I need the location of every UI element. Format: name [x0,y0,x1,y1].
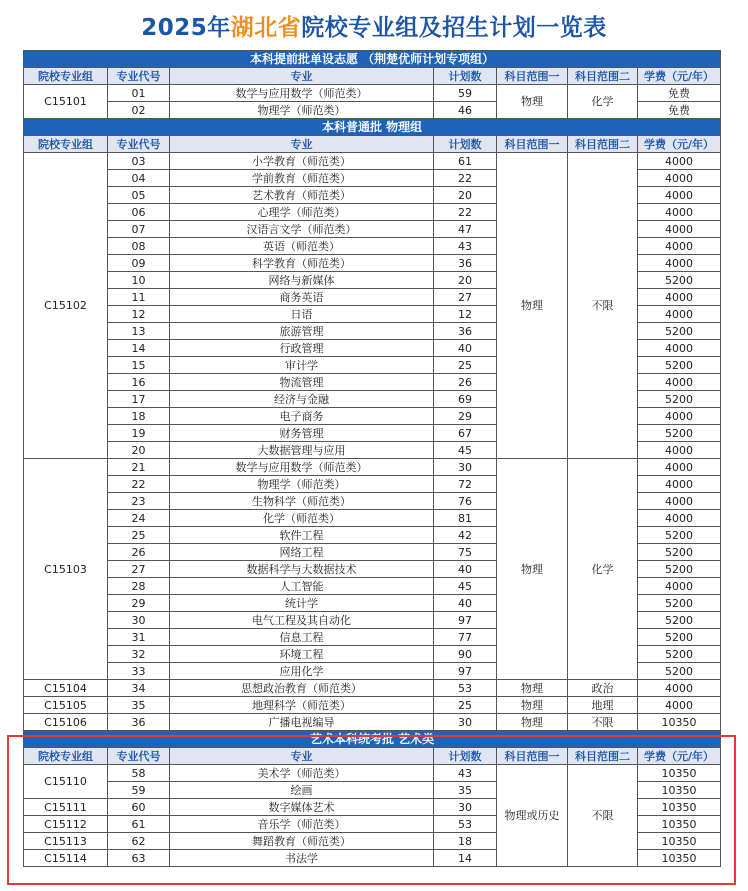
major-code-cell: 12 [108,306,170,323]
tuition-fee-cell: 5200 [638,595,721,612]
group-code-cell: C15101 [24,85,108,119]
plan-count-cell: 12 [434,306,497,323]
tuition-fee-cell: 10350 [638,799,721,816]
major-code-cell: 29 [108,595,170,612]
tuition-fee-cell: 10350 [638,782,721,799]
major-name-cell: 数字媒体艺术 [170,799,434,816]
section-title: 本科普通批 物理组 [24,119,721,136]
plan-count-cell: 18 [434,833,497,850]
major-code-cell: 09 [108,255,170,272]
major-name-cell: 心理学（师范类） [170,204,434,221]
tuition-fee-cell: 4000 [638,459,721,476]
tuition-fee-cell: 5200 [638,663,721,680]
major-name-cell: 物理学（师范类） [170,476,434,493]
tuition-fee-cell: 5200 [638,646,721,663]
tuition-fee-cell: 5200 [638,561,721,578]
column-header: 专业 [170,136,434,153]
column-header-row [24,136,721,153]
major-name-cell: 人工智能 [170,578,434,595]
group-code-cell: C15105 [24,697,108,714]
plan-count-cell: 67 [434,425,497,442]
column-header: 学费（元/年） [638,748,721,765]
title-province: 湖北省 [230,15,302,41]
plan-count-cell: 61 [434,153,497,170]
tuition-fee-cell: 4000 [638,170,721,187]
major-code-cell: 35 [108,697,170,714]
major-code-cell: 21 [108,459,170,476]
plan-count-cell: 76 [434,493,497,510]
tuition-fee-cell: 5200 [638,629,721,646]
major-code-cell: 30 [108,612,170,629]
major-code-cell: 33 [108,663,170,680]
plan-count-cell: 14 [434,850,497,867]
plan-count-cell: 22 [434,204,497,221]
major-code-cell: 28 [108,578,170,595]
plan-count-cell: 30 [434,799,497,816]
plan-count-cell: 46 [434,102,497,119]
major-name-cell: 舞蹈教育（师范类） [170,833,434,850]
plan-count-cell: 97 [434,663,497,680]
tuition-fee-cell: 免费 [638,102,721,119]
section-title-row [24,731,721,748]
major-name-cell: 地理科学（师范类） [170,697,434,714]
major-code-cell: 32 [108,646,170,663]
tuition-fee-cell: 4000 [638,289,721,306]
subject-range-2-cell: 化学 [568,85,638,119]
group-code-cell: C15102 [24,153,108,459]
plan-count-cell: 29 [434,408,497,425]
plan-count-cell: 59 [434,85,497,102]
table-row [24,153,721,170]
group-code-cell: C15112 [24,816,108,833]
page-title [0,9,748,42]
column-header: 计划数 [434,136,497,153]
plan-count-cell: 36 [434,255,497,272]
tuition-fee-cell: 4000 [638,374,721,391]
plan-count-cell: 77 [434,629,497,646]
plan-count-cell: 30 [434,714,497,731]
subject-range-1-cell: 物理 [497,714,568,731]
subject-range-1-cell: 物理 [497,459,568,680]
major-name-cell: 汉语言文学（师范类） [170,221,434,238]
tuition-fee-cell: 4000 [638,255,721,272]
group-code-cell: C15113 [24,833,108,850]
major-code-cell: 01 [108,85,170,102]
table-row [24,680,721,697]
tuition-fee-cell: 4000 [638,442,721,459]
column-header-row [24,68,721,85]
tuition-fee-cell: 5200 [638,544,721,561]
tuition-fee-cell: 免费 [638,85,721,102]
major-code-cell: 25 [108,527,170,544]
tuition-fee-cell: 5200 [638,272,721,289]
tuition-fee-cell: 4000 [638,306,721,323]
plan-count-cell: 53 [434,816,497,833]
plan-count-cell: 40 [434,595,497,612]
major-code-cell: 36 [108,714,170,731]
plan-count-cell: 43 [434,238,497,255]
column-header: 科目范围一 [497,136,568,153]
title-year: 2025年 [141,15,231,41]
major-code-cell: 10 [108,272,170,289]
group-code-cell: C15106 [24,714,108,731]
tuition-fee-cell: 10350 [638,816,721,833]
plan-count-cell: 26 [434,374,497,391]
plan-count-cell: 42 [434,527,497,544]
major-name-cell: 物理学（师范类） [170,102,434,119]
plan-count-cell: 75 [434,544,497,561]
enrollment-plan-table [23,50,721,867]
major-name-cell: 电气工程及其自动化 [170,612,434,629]
tuition-fee-cell: 5200 [638,391,721,408]
major-name-cell: 日语 [170,306,434,323]
major-name-cell: 广播电视编导 [170,714,434,731]
tuition-fee-cell: 5200 [638,425,721,442]
major-code-cell: 62 [108,833,170,850]
major-code-cell: 59 [108,782,170,799]
major-name-cell: 科学教育（师范类） [170,255,434,272]
tuition-fee-cell: 5200 [638,527,721,544]
column-header: 计划数 [434,68,497,85]
plan-table-wrapper [23,50,720,867]
major-name-cell: 大数据管理与应用 [170,442,434,459]
subject-range-2-cell: 不限 [568,765,638,867]
column-header: 专业 [170,68,434,85]
group-code-cell: C15103 [24,459,108,680]
major-code-cell: 02 [108,102,170,119]
tuition-fee-cell: 4000 [638,187,721,204]
group-code-cell: C15104 [24,680,108,697]
tuition-fee-cell: 4000 [638,204,721,221]
table-body [24,51,721,867]
major-name-cell: 行政管理 [170,340,434,357]
column-header: 专业代号 [108,68,170,85]
major-name-cell: 财务管理 [170,425,434,442]
major-code-cell: 16 [108,374,170,391]
major-name-cell: 旅游管理 [170,323,434,340]
major-name-cell: 商务英语 [170,289,434,306]
tuition-fee-cell: 5200 [638,612,721,629]
table-row [24,459,721,476]
major-name-cell: 数学与应用数学（师范类） [170,85,434,102]
major-code-cell: 05 [108,187,170,204]
plan-count-cell: 25 [434,697,497,714]
major-name-cell: 经济与金融 [170,391,434,408]
plan-count-cell: 40 [434,561,497,578]
major-name-cell: 审计学 [170,357,434,374]
major-name-cell: 环境工程 [170,646,434,663]
column-header: 科目范围二 [568,68,638,85]
plan-count-cell: 69 [434,391,497,408]
plan-count-cell: 47 [434,221,497,238]
major-code-cell: 24 [108,510,170,527]
tuition-fee-cell: 4000 [638,697,721,714]
table-row [24,714,721,731]
major-code-cell: 17 [108,391,170,408]
major-code-cell: 58 [108,765,170,782]
major-code-cell: 14 [108,340,170,357]
column-header: 计划数 [434,748,497,765]
column-header: 学费（元/年） [638,68,721,85]
major-code-cell: 26 [108,544,170,561]
major-name-cell: 美术学（师范类） [170,765,434,782]
plan-count-cell: 53 [434,680,497,697]
major-code-cell: 06 [108,204,170,221]
subject-range-2-cell: 地理 [568,697,638,714]
major-name-cell: 应用化学 [170,663,434,680]
plan-count-cell: 20 [434,272,497,289]
major-code-cell: 19 [108,425,170,442]
column-header: 科目范围一 [497,68,568,85]
major-name-cell: 绘画 [170,782,434,799]
column-header-row [24,748,721,765]
major-name-cell: 艺术教育（师范类） [170,187,434,204]
major-code-cell: 04 [108,170,170,187]
plan-count-cell: 22 [434,170,497,187]
tuition-fee-cell: 4000 [638,408,721,425]
subject-range-2-cell: 不限 [568,153,638,459]
major-code-cell: 22 [108,476,170,493]
subject-range-2-cell: 不限 [568,714,638,731]
subject-range-1-cell: 物理 [497,697,568,714]
major-code-cell: 61 [108,816,170,833]
major-code-cell: 27 [108,561,170,578]
tuition-fee-cell: 4000 [638,340,721,357]
plan-count-cell: 20 [434,187,497,204]
plan-count-cell: 81 [434,510,497,527]
tuition-fee-cell: 5200 [638,357,721,374]
section-title-row [24,51,721,68]
major-name-cell: 统计学 [170,595,434,612]
plan-count-cell: 90 [434,646,497,663]
major-code-cell: 63 [108,850,170,867]
tuition-fee-cell: 4000 [638,493,721,510]
major-name-cell: 生物科学（师范类） [170,493,434,510]
section-title: 本科提前批单设志愿 （荆楚优师计划专项组） [24,51,721,68]
major-name-cell: 数据科学与大数据技术 [170,561,434,578]
major-code-cell: 13 [108,323,170,340]
major-code-cell: 31 [108,629,170,646]
plan-count-cell: 30 [434,459,497,476]
subject-range-2-cell: 政治 [568,680,638,697]
tuition-fee-cell: 10350 [638,833,721,850]
group-code-cell: C15114 [24,850,108,867]
tuition-fee-cell: 4000 [638,680,721,697]
plan-count-cell: 97 [434,612,497,629]
column-header: 专业代号 [108,136,170,153]
major-code-cell: 18 [108,408,170,425]
tuition-fee-cell: 10350 [638,765,721,782]
plan-count-cell: 40 [434,340,497,357]
title-suffix: 院校专业组及招生计划一览表 [301,15,607,41]
major-name-cell: 物流管理 [170,374,434,391]
column-header: 学费（元/年） [638,136,721,153]
plan-count-cell: 27 [434,289,497,306]
major-code-cell: 60 [108,799,170,816]
plan-count-cell: 35 [434,782,497,799]
subject-range-2-cell: 化学 [568,459,638,680]
table-row [24,765,721,782]
column-header: 院校专业组 [24,68,108,85]
table-row [24,697,721,714]
plan-count-cell: 45 [434,442,497,459]
major-name-cell: 信息工程 [170,629,434,646]
major-code-cell: 23 [108,493,170,510]
column-header: 科目范围二 [568,136,638,153]
tuition-fee-cell: 4000 [638,578,721,595]
major-name-cell: 音乐学（师范类） [170,816,434,833]
major-code-cell: 15 [108,357,170,374]
section-title: 艺术本科统考批 艺术类 [24,731,721,748]
column-header: 科目范围二 [568,748,638,765]
column-header: 院校专业组 [24,136,108,153]
plan-count-cell: 36 [434,323,497,340]
major-name-cell: 学前教育（师范类） [170,170,434,187]
major-name-cell: 英语（师范类） [170,238,434,255]
column-header: 科目范围一 [497,748,568,765]
group-code-cell: C15110 [24,765,108,799]
tuition-fee-cell: 4000 [638,510,721,527]
subject-range-1-cell: 物理 [497,680,568,697]
plan-count-cell: 43 [434,765,497,782]
tuition-fee-cell: 4000 [638,238,721,255]
major-name-cell: 化学（师范类） [170,510,434,527]
major-name-cell: 数学与应用数学（师范类） [170,459,434,476]
column-header: 专业代号 [108,748,170,765]
major-code-cell: 11 [108,289,170,306]
tuition-fee-cell: 5200 [638,323,721,340]
group-code-cell: C15111 [24,799,108,816]
tuition-fee-cell: 4000 [638,476,721,493]
column-header: 专业 [170,748,434,765]
major-name-cell: 电子商务 [170,408,434,425]
plan-count-cell: 45 [434,578,497,595]
major-code-cell: 03 [108,153,170,170]
subject-range-1-cell: 物理 [497,153,568,459]
tuition-fee-cell: 4000 [638,221,721,238]
plan-count-cell: 72 [434,476,497,493]
plan-count-cell: 25 [434,357,497,374]
column-header: 院校专业组 [24,748,108,765]
subject-range-1-cell: 物理或历史 [497,765,568,867]
major-name-cell: 书法学 [170,850,434,867]
major-name-cell: 思想政治教育（师范类） [170,680,434,697]
major-code-cell: 34 [108,680,170,697]
subject-range-1-cell: 物理 [497,85,568,119]
tuition-fee-cell: 10350 [638,714,721,731]
major-code-cell: 20 [108,442,170,459]
tuition-fee-cell: 10350 [638,850,721,867]
section-title-row [24,119,721,136]
table-row [24,85,721,102]
tuition-fee-cell: 4000 [638,153,721,170]
major-name-cell: 网络工程 [170,544,434,561]
major-code-cell: 07 [108,221,170,238]
major-name-cell: 小学教育（师范类） [170,153,434,170]
major-code-cell: 08 [108,238,170,255]
major-name-cell: 网络与新媒体 [170,272,434,289]
major-name-cell: 软件工程 [170,527,434,544]
